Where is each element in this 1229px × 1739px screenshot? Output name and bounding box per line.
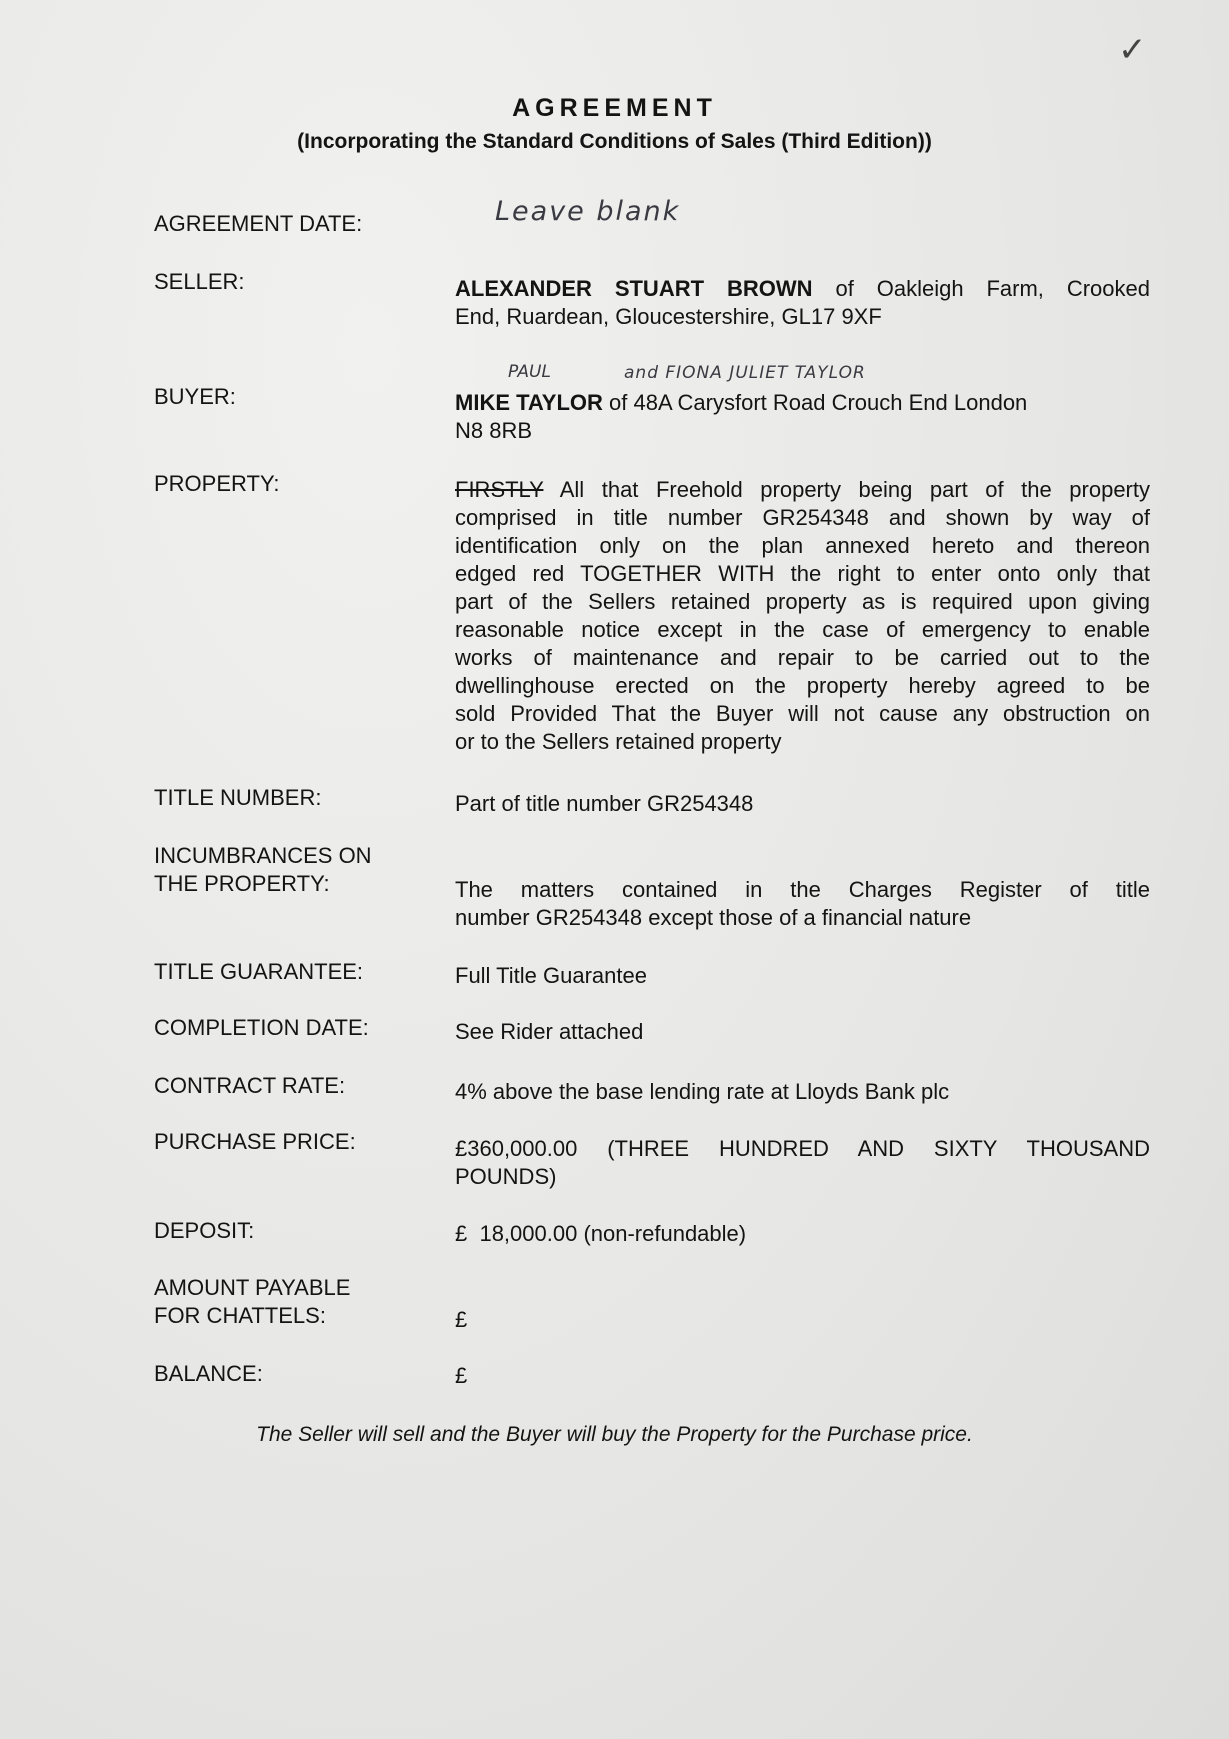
deposit-label: DEPOSIT: [154,1218,255,1243]
property-label: PROPERTY: [154,471,280,496]
chattels-value: £ [455,1307,468,1332]
title-number-label: TITLE NUMBER: [154,785,322,810]
seller-label: SELLER: [154,269,245,294]
purchase-price-line1: £360,000.00 (THREE HUNDRED AND SIXTY THOUSAND [455,1136,1150,1161]
document-subtitle: (Incorporating the Standard Conditions of Sales (Third Edition)) [297,130,932,153]
purchase-price-line2: POUNDS) [455,1164,557,1189]
property-line: part of the Sellers retained property as is required upon giving [455,589,1150,614]
chattels-label-line1: AMOUNT PAYABLE [154,1275,351,1300]
property-line: works of maintenance and repair to be carried out to the [455,645,1150,670]
incumbrances-label [154,842,372,898]
chattels-label [154,1274,350,1330]
struck-word: FIRSTLY [455,477,544,502]
chattels-label-line2: FOR CHATTELS: [154,1303,326,1328]
balance-value: £ [455,1363,468,1388]
balance-label: BALANCE: [154,1361,263,1386]
title-number-value: Part of title number GR254348 [455,791,754,816]
seller-value [455,275,1150,331]
incumbrances-value-line1: The matters contained in the Charges Register of title [455,877,1150,902]
buyer-address-line2: N8 8RB [455,418,533,443]
purchase-price-value [455,1135,1150,1191]
property-line: identification only on the plan annexed hereto and thereon [455,533,1150,558]
buyer-name-first-handwritten: PAUL [508,362,551,382]
buyer-label: BUYER: [154,384,236,409]
document-title: AGREEMENT [512,94,717,122]
footer-statement: The Seller will sell and the Buyer will buy the Property for the Purchase price. [256,1423,973,1446]
property-line: FIRSTLY All that Freehold property being part of the property [455,477,1150,502]
property-lines [455,476,1150,756]
completion-date-label: COMPLETION DATE: [154,1015,369,1040]
property-line: dwellinghouse erected on the property hereby agreed to be [455,673,1150,698]
buyer-address-line1: of 48A Carysfort Road Crouch End London [609,390,1028,415]
seller-address-line1: of Oakleigh Farm, Crooked [835,276,1150,301]
date-note-handwritten: Leave blank [495,196,681,227]
completion-date-value: See Rider attached [455,1019,644,1044]
property-line: comprised in title number GR254348 and shown by way of [455,505,1150,530]
check-mark-handwritten: ✓ [1118,30,1147,70]
incumbrances-value [455,876,1150,932]
property-line: or to the Sellers retained property [455,729,782,754]
purchase-price-label: PURCHASE PRICE: [154,1129,356,1154]
buyer-name: MIKE TAYLOR [455,390,603,415]
seller-name: ALEXANDER STUART BROWN [455,276,813,301]
title-guarantee-label: TITLE GUARANTEE: [154,959,364,984]
property-description [455,476,1150,756]
incumbrances-value-line2: number GR254348 except those of a financial nature [455,905,972,930]
buyer-value [455,389,1150,445]
agreement-date-label: AGREEMENT DATE: [154,211,363,236]
contract-rate-label: CONTRACT RATE: [154,1073,346,1098]
incumbrances-label-line1: INCUMBRANCES ON [154,843,372,868]
buyer-name-extra-handwritten: and FIONA JULIET TAYLOR [624,363,866,383]
contract-rate-value: 4% above the base lending rate at Lloyds Bank plc [455,1079,950,1104]
incumbrances-label-line2: THE PROPERTY: [154,871,330,896]
title-guarantee-value: Full Title Guarantee [455,963,647,988]
property-line: edged red TOGETHER WITH the right to enter onto only that [455,561,1150,586]
property-line: reasonable notice except in the case of emergency to enable [455,617,1150,642]
deposit-value: £ 18,000.00 (non-refundable) [455,1221,747,1246]
seller-address-line2: End, Ruardean, Gloucestershire, GL17 9XF [455,304,882,329]
property-line: sold Provided That the Buyer will not cause any obstruction on [455,701,1150,726]
